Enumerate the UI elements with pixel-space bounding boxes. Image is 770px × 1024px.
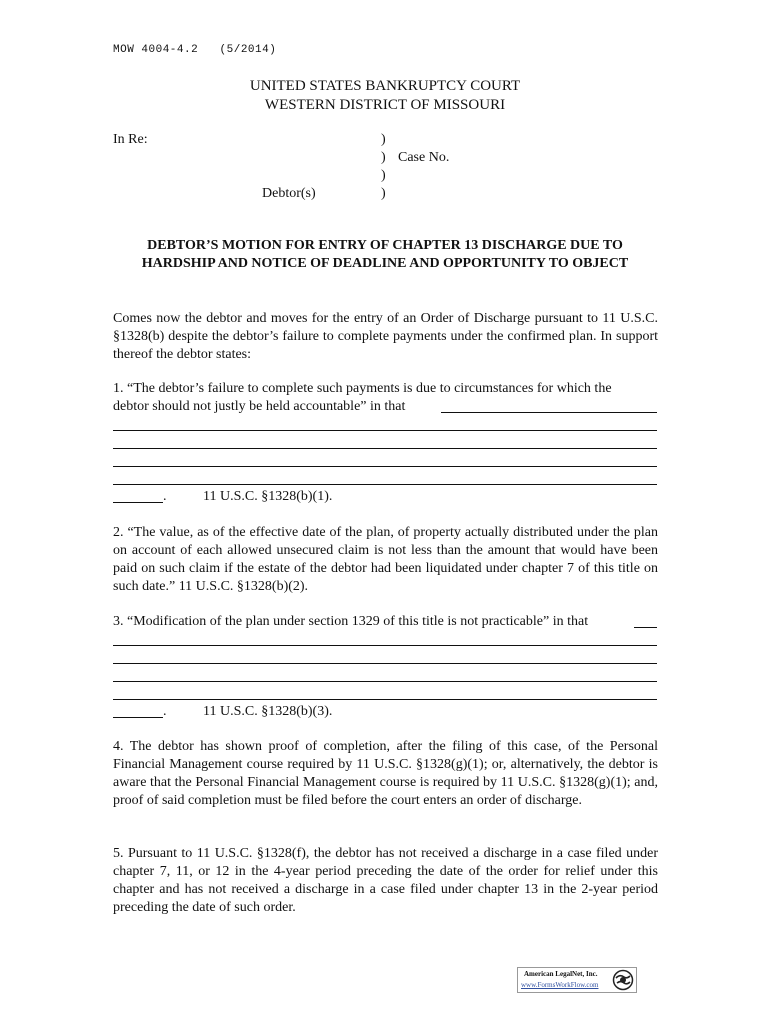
item-1-blank xyxy=(113,502,163,503)
item-1-blank xyxy=(113,430,657,431)
item-1-blank xyxy=(441,412,657,413)
court-district: WESTERN DISTRICT OF MISSOURI xyxy=(264,97,506,113)
form-id: MOW 4004-4.2 (5/2014) xyxy=(113,44,277,56)
motion-title: HARDSHIP AND NOTICE OF DEADLINE AND OPPORTUNITY TO OBJECT xyxy=(141,256,629,271)
case-no-label: Case No. xyxy=(398,150,450,165)
item-1-period: . xyxy=(163,489,167,504)
item-3-blank xyxy=(113,645,657,646)
intro-paragraph: Comes now the debtor and moves for the entry of an Order of Discharge pursuant to 11 U.S.C. §1328(b) despite the debtor’s failure to complete payments under the confirmed plan. In support thereof the debtor states: xyxy=(113,311,658,362)
item-3-blank xyxy=(634,627,657,628)
globe-logo-icon xyxy=(612,969,634,991)
item-4-paragraph: 4. The debtor has shown proof of completion, after the filing of this case, of the Personal Financial Management course required by 11 U.S.C. §1328(g)(1); or, alternatively, the debtor is aware that the Personal Financial Management course is required by 11 U.S.C. §1328(g)(1); and, proof of said completion must be filed before the court enters an order of discharge. xyxy=(113,739,658,808)
caption-paren: ) xyxy=(381,150,386,165)
item-1-blank xyxy=(113,484,657,485)
item-3-line1: 3. “Modification of the plan under section 1329 of this title is not practicable” in that xyxy=(113,614,589,629)
caption-paren: ) xyxy=(381,186,386,201)
debtors-label: Debtor(s) xyxy=(262,186,316,201)
item-3-blank xyxy=(113,663,657,664)
item-2-paragraph: 2. “The value, as of the effective date of the plan, of property actually distributed under the plan on account of each allowed unsecured claim is not less than the amount that would have been paid on such claim if the estate of the debtor had been liquidated under chapter 7 of this title on such date.” 11 U.S.C. §1328(b)(2). xyxy=(113,525,658,594)
item-1-citation: 11 U.S.C. §1328(b)(1). xyxy=(203,489,333,504)
publisher-name: American LegalNet, Inc. xyxy=(524,970,598,978)
item-3-blank xyxy=(113,681,657,682)
item-5-paragraph: 5. Pursuant to 11 U.S.C. §1328(f), the debtor has not received a discharge in a case filed under chapter 7, 11, or 12 in the 4-year period preceding the date of the order for relief under this chapter and has not received a discharge in a case filed under chapter 13 in the 2-year period preceding the date of such order. xyxy=(113,846,658,915)
item-3-blank xyxy=(113,717,163,718)
publisher-logo xyxy=(517,967,637,993)
motion-title: DEBTOR’S MOTION FOR ENTRY OF CHAPTER 13 DISCHARGE DUE TO xyxy=(147,238,623,253)
item-3-blank xyxy=(113,699,657,700)
item-3-citation: 11 U.S.C. §1328(b)(3). xyxy=(203,704,333,719)
item-3-period: . xyxy=(163,704,167,719)
item-1-blank xyxy=(113,448,657,449)
caption-paren: ) xyxy=(381,132,386,147)
item-1-blank xyxy=(113,466,657,467)
in-re-label: In Re: xyxy=(113,132,148,147)
item-1-line2: debtor should not justly be held accountable” in that xyxy=(113,399,406,414)
item-1-line1: 1. “The debtor’s failure to complete such payments is due to circumstances for which the xyxy=(113,381,612,396)
caption-paren: ) xyxy=(381,168,386,183)
publisher-url[interactable]: www.FormsWorkFlow.com xyxy=(521,981,599,989)
court-name: UNITED STATES BANKRUPTCY COURT xyxy=(249,78,521,94)
